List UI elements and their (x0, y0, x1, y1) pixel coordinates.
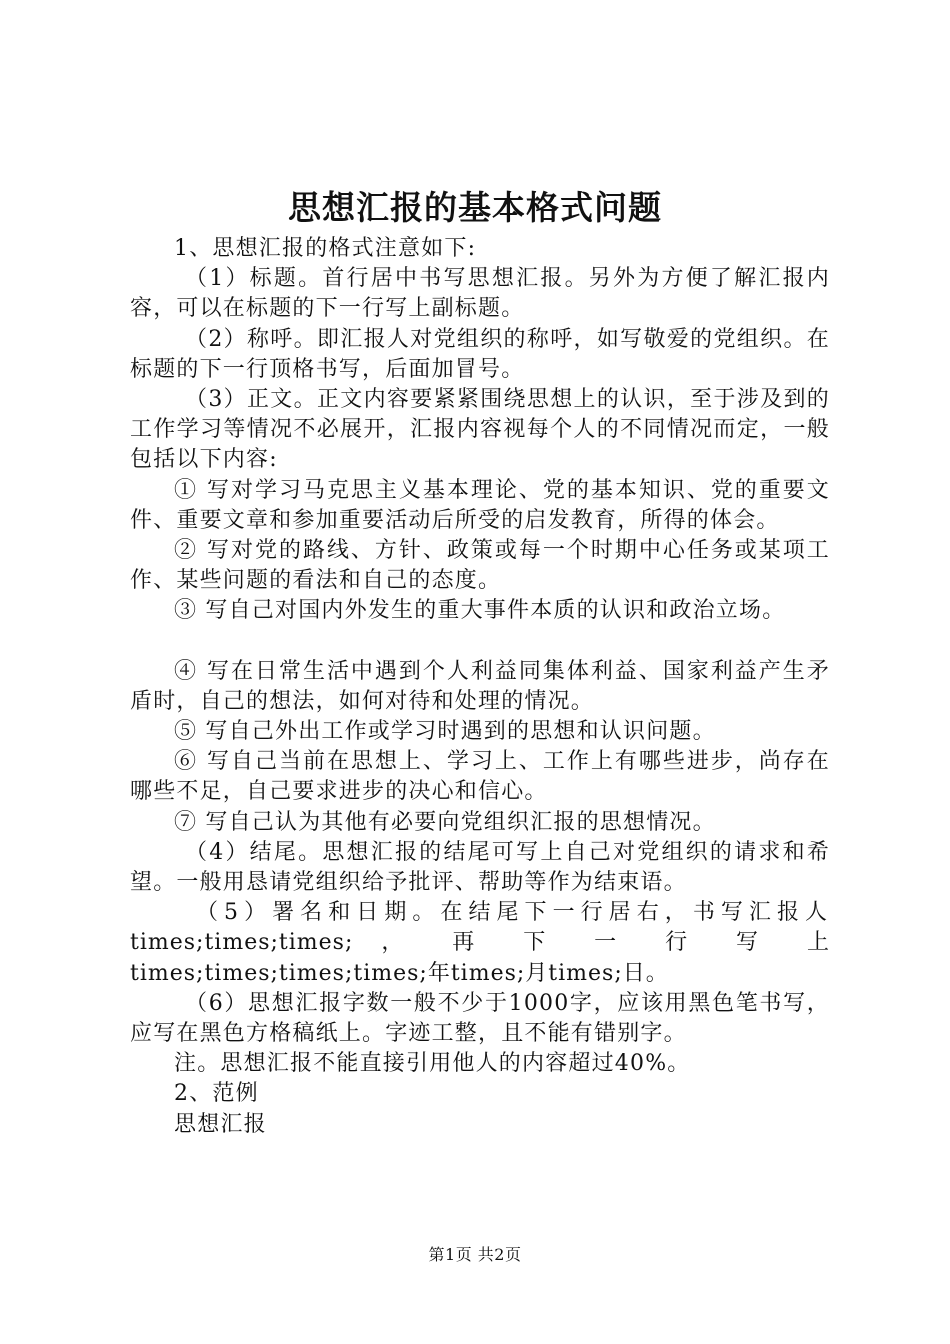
paragraph-body-rule: （3）正文。正文内容要紧紧围绕思想上的认识，至于涉及到的工作学习等情况不必展开，汇报内容视每个人的不同情况而定，一般包括以下内容: (130, 387, 830, 473)
page-footer: 第1页 共2页 (428, 1245, 522, 1264)
document-title: 思想汇报的基本格式问题 (288, 188, 662, 227)
paragraph-item-5: ⑤ 写自己外出工作或学习时遇到的思想和认识问题。 (174, 719, 716, 745)
paragraph-title-rule: （1）标题。首行居中书写思想汇报。另外为方便了解汇报内容，可以在标题的下一行写上副标题。 (130, 266, 830, 322)
paragraph-item-4: ④ 写在日常生活中遇到个人利益同集体利益、国家利益产生矛盾时，自己的想法，如何对待和处理的情况。 (130, 658, 830, 714)
paragraph-salutation-rule: （2）称呼。即汇报人对党组织的称呼，如写敬爱的党组织。在标题的下一行顶格书写，后面加冒号。 (130, 326, 830, 382)
paragraph-length-rule: （6）思想汇报字数一般不少于1000字，应该用黑色笔书写，应写在黑色方格稿纸上。字迹工整，且不能有错别字。 (130, 990, 830, 1047)
signature-rule-line-2: times;times;times; ， 再 下 一 行 写 上 (130, 930, 830, 956)
document-body (130, 234, 830, 1140)
paragraph-item-2: ② 写对党的路线、方针、政策或每一个时期中心任务或某项工作、某些问题的看法和自己的态度。 (130, 538, 830, 594)
signature-rule-line-1: （5）署名和日期。在结尾下一行居右，书写汇报人 (196, 900, 830, 926)
paragraph-item-1: ① 写对学习马克思主义基本理论、党的基本知识、党的重要文件、重要文章和参加重要活动后所受的启发教育，所得的体会。 (130, 477, 830, 533)
paragraph-item-7: ⑦ 写自己认为其他有必要向党组织汇报的思想情况。 (174, 809, 716, 835)
signature-rule-line-3: times;times;times;times;年times;月times;日。 (130, 960, 669, 986)
paragraph-format-intro: 1、思想汇报的格式注意如下: (174, 236, 477, 261)
paragraph-example-title: 思想汇报 (174, 1111, 267, 1137)
paragraph-ending-rule: （4）结尾。思想汇报的结尾可写上自己对党组织的请求和希望。一般用恳请党组织给予批评、帮助等作为结束语。 (130, 839, 830, 896)
paragraph-item-6: ⑥ 写自己当前在思想上、学习上、工作上有哪些进步，尚存在哪些不足，自己要求进步的决心和信心。 (130, 749, 830, 805)
paragraph-item-3: ③ 写自己对国内外发生的重大事件本质的认识和政治立场。 (174, 598, 786, 624)
paragraph-example-heading: 2、范例 (174, 1081, 259, 1107)
paragraph-note: 注。思想汇报不能直接引用他人的内容超过40%。 (174, 1051, 691, 1077)
